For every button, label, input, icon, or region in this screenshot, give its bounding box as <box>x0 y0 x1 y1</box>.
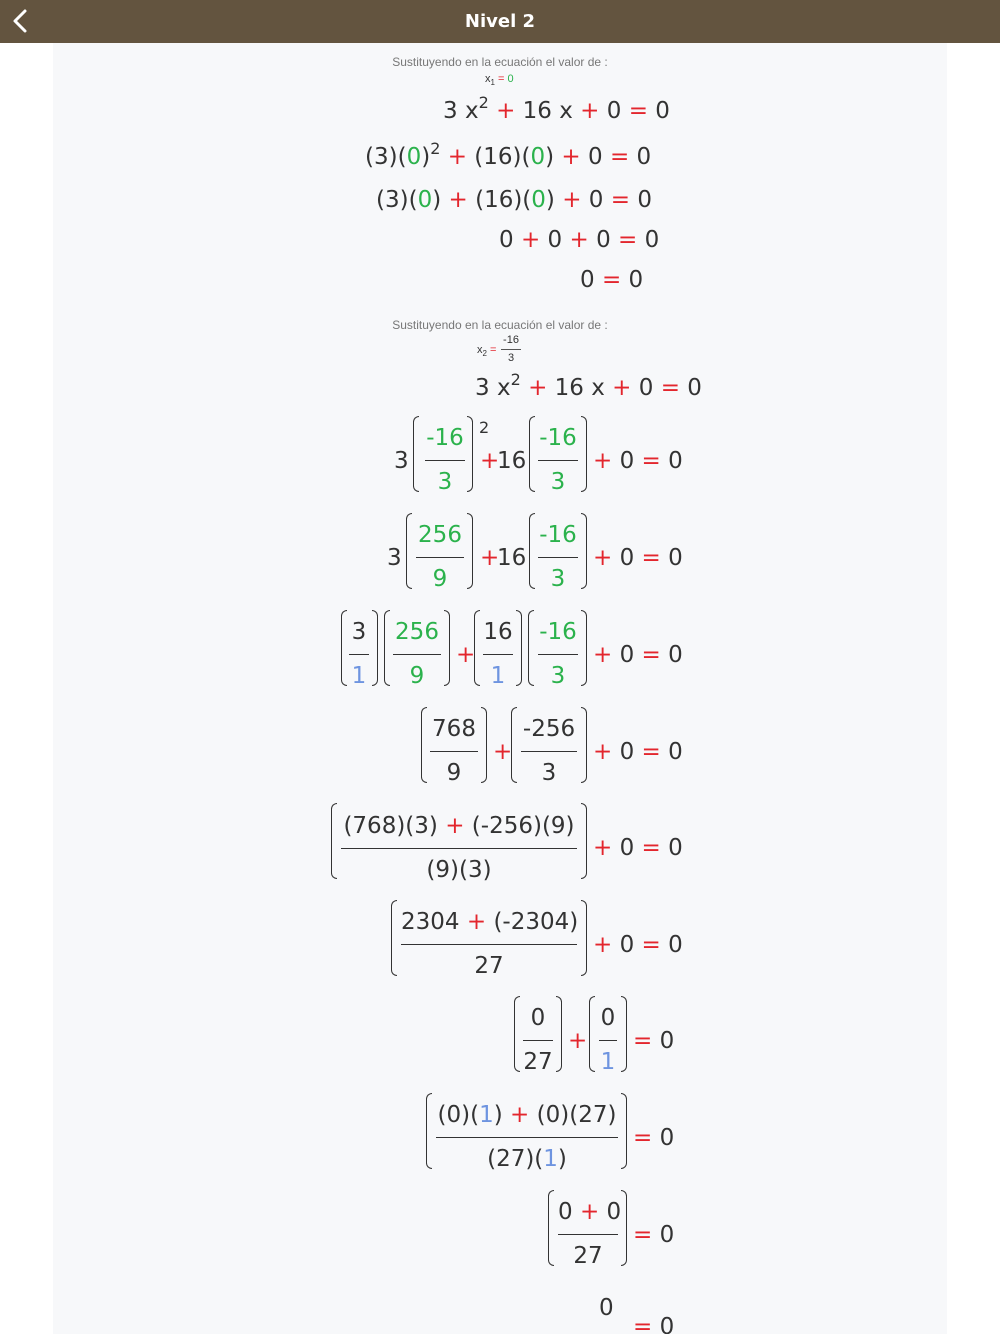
s1-line-1: 3 $x^2 + 16$ x + 0 = 0 <box>443 93 670 124</box>
solution-panel: Sustituyendo en la ecuación el valor de : $x_1 = 0$ 3 $x^2 + 16$ x + 0 = 0 $(3)(0)^2 + (16)(0) + 0 = 0$ (3)(0) + (16)(0) + 0 = 0 0 + 0 + 0 = 0 0 = 0 Sustituyendo en la ecuación el valor de : $x_2$ = -16 3 3 $x^2 + 16$ x + 0 = 0 3 -16 3 2 + 16 -16 3 + 0 = 0 3 256 9 + 16 -16 3 + 0 = 0 3 1 256 9 + 16 1 -16 3 + 0 = 0 768 9 + -256 3 + 0 = 0 (768)(3) + (-256)(9) (9)(3) + 0 = 0 2304 + (-2304) 27 + 0 = 0 0 27 + 0 1 = 0 (0)(1) + (0)(27) (27)(1) = 0 0 + 0 27 = 0 0 = 0 <box>53 43 947 1334</box>
x1-value: $x_1 = 0$ <box>485 73 514 88</box>
s1-line-4: 0 + 0 + 0 = 0 <box>499 227 660 253</box>
x2-numerator: -16 <box>503 334 519 346</box>
s2-line-1: 3 $x^2 + 16$ x + 0 = 0 <box>475 370 702 401</box>
page-title: Nivel 2 <box>464 11 536 32</box>
x2-label: $x_2$ = <box>477 344 497 359</box>
top-bar <box>0 0 1000 43</box>
s1-line-2: $(3)(0)^2 + (16)(0) + 0 = 0$ <box>365 139 652 170</box>
x2-denominator: 3 <box>507 352 515 364</box>
substitution-caption-2: Sustituyendo en la ecuación el valor de : <box>392 318 608 332</box>
s1-line-5: 0 = 0 <box>580 267 644 293</box>
substitution-caption-1: Sustituyendo en la ecuación el valor de : <box>392 55 608 69</box>
x2-fraction-bar <box>501 349 521 350</box>
s1-line-3: (3)(0) + (16)(0) + 0 = 0 <box>376 187 652 213</box>
